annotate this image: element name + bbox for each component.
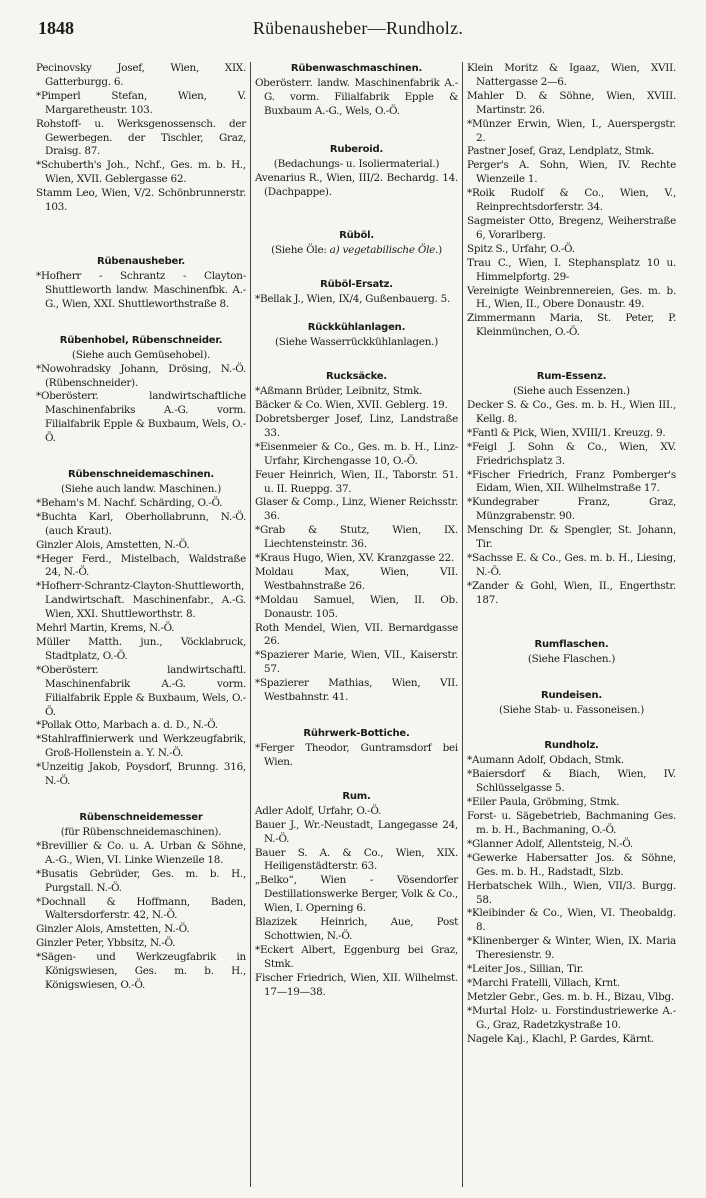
entry-list: [255, 742, 458, 770]
directory-entry: Bauer S. A. & Co., Wien, XIX. Heiligenstädterstr. 63.: [255, 846, 458, 873]
directory-entry: *Feigl J. Sohn & Co., Wien, XV. Friedrichsplatz 3.: [467, 440, 676, 467]
directory-entry: Adler Adolf, Urfahr, O.-Ö.: [255, 804, 382, 817]
directory-entry: *Kundegraber Franz, Graz, Münzgrabenstr. 90.: [467, 496, 676, 523]
section-heading: Rum.: [342, 790, 371, 802]
directory-entry: Vereinigte Weinbrennereien, Ges. m. b. H., Wien, II., Obere Donaustr. 49.: [467, 284, 676, 311]
directory-entry: Dobretsberger Josef, Linz, Landstraße 33.: [255, 412, 458, 439]
directory-entry: *Spazierer Mathias, Wien, VII. Westbahnstr. 41.: [255, 677, 458, 704]
directory-entry: *Nowohradsky Johann, Drösing, N.-Ö. (Rübenschneider).: [36, 362, 246, 389]
directory-entry: *Spazierer Marie, Wien, VII., Kaiserstr. 57.: [255, 649, 458, 676]
directory-entry: *Bellak J., Wien, IX/4, Gußenbauerg. 5.: [255, 293, 451, 306]
section-heading: Rübenschneidemesser: [79, 811, 203, 823]
directory-entry: Perger's A. Sohn, Wien, IV. Rechte Wienzeile 1.: [467, 159, 676, 186]
entry-list: [255, 293, 458, 307]
directory-entry: Mahler D. & Söhne, Wien, XVIII. Martinstr. 26.: [467, 89, 676, 116]
directory-entry: *Busatis Gebrüder, Ges. m. b. H., Purgstall. N.-Ö.: [36, 867, 246, 894]
directory-entry: Stamm Leo, Wien, V/2. Schönbrunnerstr. 103.: [36, 187, 246, 214]
entry-list: [467, 399, 676, 608]
directory-entry: *Baiersdorf & Biach, Wien, IV. Schlüsselgasse 5.: [467, 768, 676, 795]
section-heading: Rundholz.: [544, 740, 599, 752]
section-heading: Rübenschneidemaschinen.: [68, 469, 214, 481]
directory-entry: Oberösterr. landw. Maschinenfabrik A.-G. vorm. Filialfabrik Epple & Buxbaum A.-G., Wels, O.-Ö.: [255, 77, 458, 117]
section-heading: Rucksäcke.: [326, 371, 387, 383]
directory-entry: Pastner Josef, Graz, Lendplatz, Stmk.: [467, 145, 655, 158]
note-italic: a) vegetabilische Öle.: [329, 244, 439, 257]
directory-entry: Fischer Friedrich, Wien, XII. Wilhelmst. 17—19—38.: [255, 971, 458, 998]
directory-entry: *Klinenberger & Winter, Wien, IX. Maria Theresienstr. 9.: [467, 935, 676, 962]
directory-entry: Bauer J., Wr.-Neustadt, Langegasse 24, N.-Ö.: [255, 818, 458, 845]
directory-entry: *Kleibinder & Co., Wien, VI. Theobaldg. 8.: [467, 907, 676, 934]
directory-entry: *Pollak Otto, Marbach a. d. D., N.-Ö.: [36, 719, 218, 732]
directory-entry: *Münzer Erwin, Wien, I., Auerspergstr. 2.: [467, 117, 676, 144]
section-heading: Rückkühlanlagen.: [307, 322, 406, 334]
directory-entry: *Moldau Samuel, Wien, II. Ob. Donaustr. 105.: [255, 593, 458, 620]
directory-entry: *Aumann Adolf, Obdach, Stmk.: [467, 754, 624, 767]
directory-entry: Moldau Max, Wien, VII. Westbahnstraße 26.: [255, 565, 458, 592]
entry-list: [36, 363, 246, 446]
note-suffix: ): [438, 244, 442, 257]
directory-entry: Pecinovsky Josef, Wien, XIX. Gatterburgg. 6.: [36, 62, 246, 88]
section-heading: Rübenausheber.: [96, 255, 186, 267]
directory-entry: *Unzeitig Jakob, Poysdorf, Brunng. 316, N.-Ö.: [36, 761, 246, 788]
directory-entry: Mehrl Martin, Krems, N.-Ö.: [36, 622, 175, 635]
directory-entry: Bäcker & Co. Wien, XVII. Geblerg. 19.: [255, 399, 448, 412]
directory-entry: *Roik Rudolf & Co., Wien, V., Reinprechtsdorferstr. 34.: [467, 187, 676, 214]
directory-entry: *Hofherr-Schrantz-Clayton-Shuttleworth, Landwirtschaft. Maschinenfabr., A.-G. Wien, XXI. Shuttleworthstr. 8.: [36, 580, 246, 621]
directory-entry: Rohstoff- u. Werksgenossensch. der Gewerbegen. der Tischler, Graz, Draisg. 87.: [36, 117, 246, 158]
directory-entry: *Oberösterr. landwirtschaftl. Maschinenfabrik A.-G. vorm. Filialfabrik Epple & Buxbaum, Wels, O.-Ö.: [36, 663, 246, 718]
directory-entry: *Eckert Albert, Eggenburg bei Graz, Stmk.: [255, 943, 458, 970]
directory-entry: *Kraus Hugo, Wien, XV. Kranzgasse 22.: [255, 552, 454, 565]
section-heading: Rüböl-Ersatz.: [320, 279, 393, 291]
section-heading: Rübenwaschmaschinen.: [290, 63, 423, 74]
directory-entry: *Dochnall & Hoffmann, Baden, Waltersdorferstr. 42, N.-Ö.: [36, 895, 246, 922]
directory-entry: Feuer Heinrich, Wien, II., Taborstr. 51. u. II. Rueppg. 37.: [255, 468, 458, 495]
entry-list: [467, 62, 676, 340]
entry-list: [255, 77, 458, 119]
section-note: (Siehe Flaschen.): [527, 652, 616, 665]
directory-entry: *Aßmann Brüder, Leibnitz, Stmk.: [255, 385, 423, 398]
directory-entry: *Oberösterr. landwirtschaftliche Maschinenfabriks A.-G. vorm. Filialfabrik Epple & Buxbaum, Wels, O.-Ö.: [36, 390, 246, 445]
directory-entry: Ginzler Alois, Amstetten, N.-Ö.: [36, 923, 190, 936]
entry-list: [36, 270, 246, 312]
entry-list: [255, 385, 458, 705]
section-note: (für Rübenschneidemaschinen).: [60, 825, 222, 838]
directory-entry: Decker S. & Co., Ges. m. b. H., Wien III., Kellg. 8.: [467, 399, 676, 425]
directory-entry: *Buchta Karl, Oberhollabrunn, N.-Ö. (auch Kraut).: [36, 510, 246, 537]
directory-entry: *Marchi Fratelli, Villach, Krnt.: [467, 976, 620, 989]
directory-entry: Metzler Gebr., Ges. m. b. H., Bizau, Vlbg.: [467, 990, 674, 1003]
directory-entry: *Glanner Adolf, Allentsteig, N.-Ö.: [467, 837, 633, 850]
entry-list: [255, 172, 458, 200]
section-note: (Siehe auch landw. Maschinen.): [60, 483, 221, 496]
directory-entry: *Sägen- und Werkzeugfabrik in Königswiesen, Ges. m. b. H., Königswiesen, O.-Ö.: [36, 951, 246, 991]
directory-entry: *Sachsse E. & Co., Ges. m. b. H., Liesing, N.-Ö.: [467, 552, 676, 578]
entry-list: [255, 805, 458, 1000]
directory-entry: *Heger Ferd., Mistelbach, Waldstraße 24, N.-Ö.: [36, 552, 246, 579]
entry-list: [467, 754, 676, 1046]
column-left: [36, 62, 250, 1187]
directory-entry: Klein Moritz & Igaaz, Wien, XVII. Nattergasse 2—6.: [467, 62, 676, 88]
directory-entry: Sagmeister Otto, Bregenz, Weiherstraße 6, Vorarlberg.: [467, 214, 676, 241]
directory-entry: Forst- u. Sägebetrieb, Bachmaning Ges. m. b. H., Bachmaning, O.-Ö.: [467, 810, 676, 836]
section-heading: Rundeisen.: [541, 689, 602, 701]
column-middle: [250, 62, 462, 1187]
directory-entry: *Beham's M. Nachf. Schärding, O.-Ö.: [36, 496, 223, 509]
directory-entry: *Pimperl Stefan, Wien, V. Margaretheustr. 103.: [36, 89, 246, 116]
directory-entry: Müller Matth. jun., Vöcklabruck, Stadtplatz, O.-Ö.: [36, 636, 246, 662]
entry-list: [36, 62, 246, 215]
section-note: (Siehe Wasserrückkühlanlagen.): [274, 336, 439, 349]
directory-entry: Spitz S., Urfahr, O.-Ö.: [467, 242, 575, 255]
directory-entry: Nagele Kaj., Klachl, P. Gardes, Kärnt.: [467, 1032, 654, 1045]
directory-entry: Herbatschek Wilh., Wien, VII/3. Burgg. 58.: [467, 879, 676, 906]
directory-entry: *Eiler Paula, Gröbming, Stmk.: [467, 796, 620, 809]
page-number: 1848: [38, 18, 74, 38]
directory-entry: Zimmermann Maria, St. Peter, P. Kleinmünchen, O.-Ö.: [467, 312, 676, 339]
entry-list: [36, 840, 246, 993]
directory-entry: *Brevillier & Co. u. A. Urban & Söhne, A.-G., Wien, VI. Linke Wienzeile 18.: [36, 839, 246, 866]
directory-entry: *Grab & Stutz, Wien, IX. Liechtensteinstr. 36.: [255, 524, 458, 551]
section-note: [255, 244, 458, 258]
entry-list: [36, 497, 246, 789]
directory-entry: Ginzler Alois, Amstetten, N.-Ö.: [36, 538, 190, 551]
directory-entry: Avenarius R., Wien, III/2. Bechardg. 14. (Dachpappe).: [255, 171, 458, 198]
directory-entry: *Murtal Holz- u. Forstindustriewerke A.-G., Graz, Radetzkystraße 10.: [467, 1004, 676, 1031]
column-right: [462, 62, 676, 1187]
directory-entry: *Schuberth's Joh., Nchf., Ges. m. b. H., Wien, XVII. Geblergasse 62.: [36, 159, 246, 186]
section-heading: Ruberoid.: [329, 143, 384, 155]
directory-entry: Trau C., Wien, I. Stephansplatz 10 u. Himmelpfortg. 29-: [467, 256, 676, 283]
directory-entry: *Fantl & Pick, Wien, XVIII/1. Kreuzg. 9.: [467, 426, 666, 439]
directory-entry: *Hofherr - Schrantz - Clayton-Shuttleworth landw. Maschinenfbk. A.-G., Wien, XXI. Shuttleworthstraße 8.: [36, 269, 246, 310]
directory-columns: [36, 62, 676, 1187]
directory-entry: *Leiter Jos., Sillian, Tir.: [467, 963, 584, 976]
section-heading: Rührwerk-Bottiche.: [303, 728, 410, 739]
directory-entry: Glaser & Comp., Linz, Wiener Reichsstr. 36.: [255, 496, 458, 523]
page-title: Rübenausheber—Rundholz.: [252, 18, 464, 38]
directory-entry: Roth Mendel, Wien, VII. Bernardgasse 26.: [255, 621, 458, 648]
section-heading: Rüböl.: [339, 230, 374, 242]
directory-entry: *Fischer Friedrich, Franz Pomberger's Eidam, Wien, XII. Wilhelmstraße 17.: [467, 468, 676, 495]
section-heading: Rum-Essenz.: [536, 371, 607, 383]
page-header: [38, 18, 678, 42]
directory-entry: Ginzler Peter, Ybbsitz, N.-Ö.: [36, 937, 176, 950]
section-note: (Siehe Stab- u. Fassoneisen.): [498, 703, 645, 716]
section-heading: Rumflaschen.: [534, 638, 609, 650]
section-note: (Siehe auch Gemüsehobel).: [71, 348, 211, 361]
directory-entry: *Gewerke Habersatter Jos. & Söhne, Ges. m. b. H., Radstadt, Slzb.: [467, 851, 676, 878]
section-note: (Siehe auch Essenzen.): [513, 385, 630, 398]
directory-entry: *Eisenmeier & Co., Ges. m. b. H., Linz-Urfahr, Kirchengasse 10, O.-Ö.: [255, 440, 458, 467]
directory-entry: „Belko“, Wien - Vösendorfer Destillationswerke Berger, Volk & Co., Wien, I. Operning 6.: [255, 874, 458, 915]
directory-entry: Mensching Dr. & Spengler, St. Johann, Tir.: [467, 524, 676, 551]
directory-entry: *Ferger Theodor, Guntramsdorf bei Wien.: [255, 742, 458, 768]
note-prefix: (Siehe Öle:: [271, 244, 330, 257]
section-note: (Bedachungs- u. Isoliermaterial.): [273, 157, 440, 170]
directory-entry: *Stahlraffinierwerk und Werkzeugfabrik, Groß-Hollenstein a. Y. N.-Ö.: [36, 733, 246, 760]
directory-entry: Blazizek Heinrich, Aue, Post Schottwien, N.-Ö.: [255, 916, 458, 942]
directory-entry: *Zander & Gohl, Wien, II., Engerthstr. 187.: [467, 579, 676, 606]
section-heading: Rübenhobel, Rübenschneider.: [59, 334, 223, 346]
